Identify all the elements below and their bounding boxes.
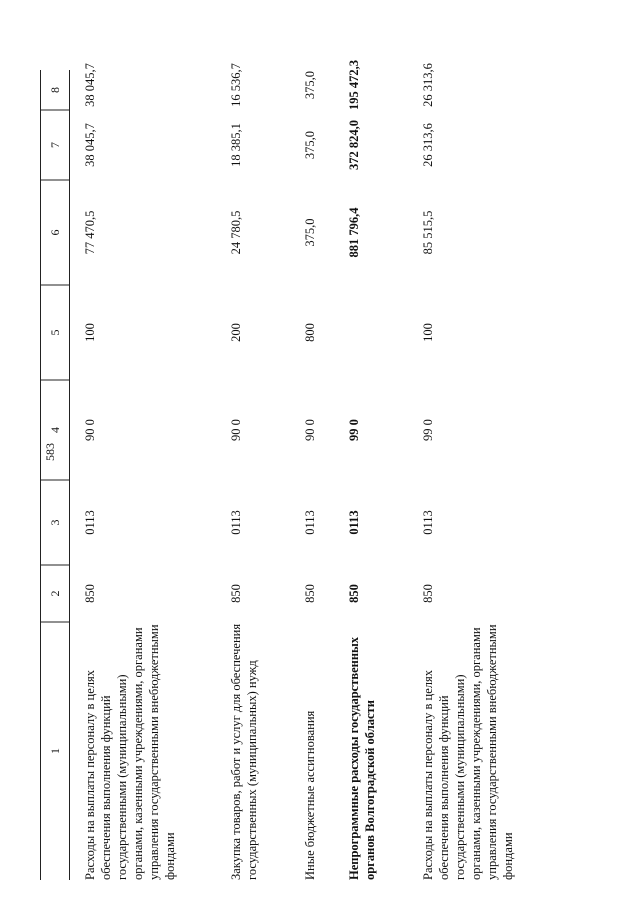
row-c2: 850 xyxy=(421,584,435,603)
table-row xyxy=(82,63,222,880)
row-c2: 850 xyxy=(229,584,243,603)
row-c4: 99 0 xyxy=(347,419,361,441)
row-c4: 99 0 xyxy=(421,419,435,441)
table-row xyxy=(228,63,298,880)
row-name: Расходы на выплаты персоналу в целях обеспечения выполнения функций государственными (муниципальными) органами, казенными учреждениями, органами управления государственными внебюджетными фондами xyxy=(83,624,177,880)
row-c8: 26 313,6 xyxy=(421,63,435,107)
row-c5: 800 xyxy=(303,323,317,342)
row-c7: 372 824,0 xyxy=(347,120,361,170)
row-c2: 850 xyxy=(83,584,97,603)
row-c5: 100 xyxy=(83,323,97,342)
row-c6: 77 470,5 xyxy=(83,210,97,255)
table-row xyxy=(420,63,560,880)
row-c8: 16 536,7 xyxy=(229,63,243,107)
header-col-5: 5 xyxy=(48,329,62,336)
header-col-6: 6 xyxy=(48,229,62,236)
row-c8: 195 472,3 xyxy=(347,60,361,110)
row-c3: 0113 xyxy=(83,510,97,535)
table-row-section xyxy=(346,60,410,880)
row-c3: 0113 xyxy=(421,510,435,535)
row-c5: 100 xyxy=(421,323,435,342)
row-c3: 0113 xyxy=(347,510,361,535)
row-c4: 90 0 xyxy=(83,419,97,441)
budget-table xyxy=(40,60,600,880)
row-c2: 850 xyxy=(303,584,317,603)
row-c4: 90 0 xyxy=(303,419,317,441)
row-name: Непрограммные расходы государственных органов Волгоградской области xyxy=(347,636,377,880)
header-col-4: 4 xyxy=(48,427,62,433)
header-col-1: 1 xyxy=(48,748,62,754)
header-col-2: 2 xyxy=(48,590,62,597)
header-col-3: 3 xyxy=(48,519,62,526)
row-c7: 26 313,6 xyxy=(421,123,435,167)
header-col-8: 8 xyxy=(48,87,62,93)
row-c6: 85 515,5 xyxy=(421,210,435,255)
row-c6: 24 780,5 xyxy=(229,210,243,255)
header-col-7: 7 xyxy=(48,142,62,148)
row-c6: 375,0 xyxy=(303,218,317,247)
row-c7: 375,0 xyxy=(303,130,317,160)
row-c3: 0113 xyxy=(229,510,243,535)
row-c2: 850 xyxy=(347,584,361,603)
table-row xyxy=(302,70,332,880)
row-name: Иные бюджетные ассигнования xyxy=(303,710,317,880)
row-c8: 38 045,7 xyxy=(83,63,97,107)
row-c6: 881 796,4 xyxy=(347,207,361,258)
row-name: Закупка товаров, работ и услуг для обеспечения государственных (муниципальных) нужд xyxy=(229,623,259,880)
page-number: 583 xyxy=(43,443,57,461)
row-c7: 18 385,1 xyxy=(229,123,243,167)
row-c5: 200 xyxy=(229,323,243,342)
row-c7: 38 045,7 xyxy=(83,123,97,167)
row-c4: 90 0 xyxy=(229,419,243,441)
row-c8: 375,0 xyxy=(303,70,317,100)
row-name: Расходы на выплаты персоналу в целях обеспечения выполнения функций государственными (муниципальными) органами, казенными учреждениями, органами управления государственными внебюджетными фондами xyxy=(421,624,515,880)
row-c3: 0113 xyxy=(303,510,317,535)
